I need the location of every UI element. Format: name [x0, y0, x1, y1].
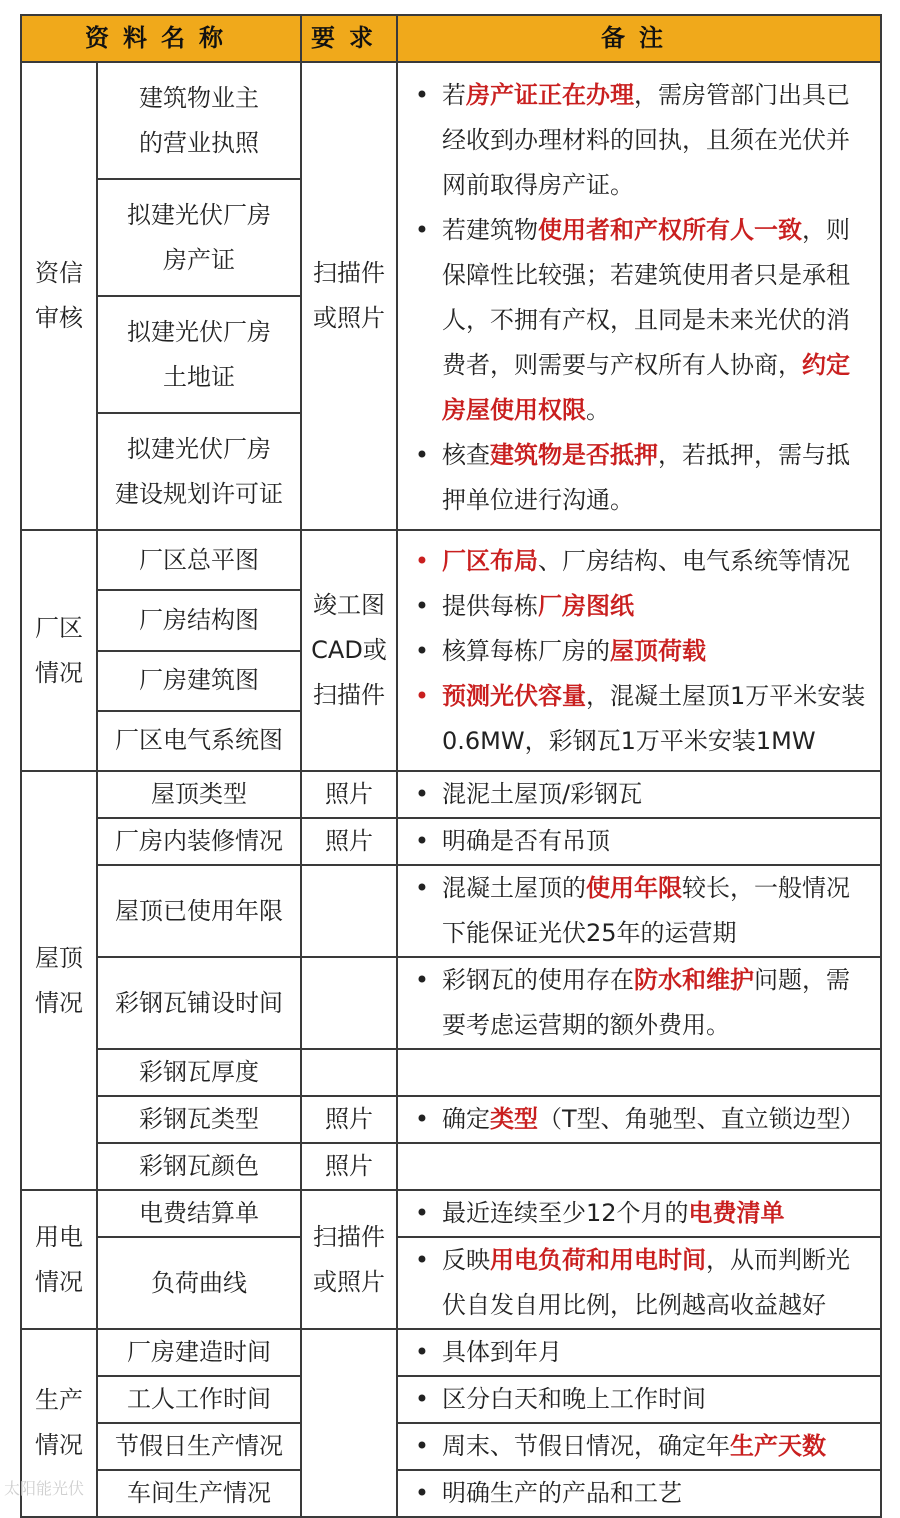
table-row: [21, 1470, 881, 1517]
note-holiday: [397, 1423, 881, 1470]
table-row: [21, 1096, 881, 1143]
note-steel-type: [397, 1096, 881, 1143]
bullet-icon: •: [414, 874, 430, 902]
requirement-cad: [301, 530, 397, 771]
item-line: 拟建光伏厂房: [127, 317, 271, 346]
item-site-plan: 厂区总平图: [97, 530, 301, 590]
bullet-icon: •: [414, 1338, 430, 1366]
item-steel-thickness: 彩钢瓦厚度: [97, 1049, 301, 1096]
note-load-curve: [397, 1237, 881, 1329]
bullet-icon: •: [414, 1385, 430, 1413]
note-steel-laying: [397, 957, 881, 1049]
note-item: [410, 1330, 870, 1375]
item-work-hours: 工人工作时间: [97, 1376, 301, 1423]
requirement-photo: 照片: [301, 1096, 397, 1143]
bullet-icon: •: [414, 441, 430, 469]
item-interior-decoration: 厂房内装修情况: [97, 818, 301, 865]
note-text: （T型、角驰型、直立锁边型）: [538, 1105, 865, 1133]
category-line: 用电: [35, 1222, 83, 1251]
table-row: [21, 1049, 881, 1096]
note-text: ，则保障性比较强；若建筑使用者只是承租人，不拥有产权，且同是未来光伏的消费者，则需要与产权所有人协商，: [442, 216, 850, 379]
category-power: [21, 1190, 97, 1329]
bullet-icon: •: [414, 1246, 430, 1274]
category-line: 情况: [35, 658, 83, 687]
note-item: [410, 819, 870, 864]
note-text: 彩钢瓦的使用存在: [442, 966, 634, 994]
category-line: 屋顶: [35, 943, 83, 972]
note-item: [410, 1471, 870, 1516]
note-work-hours: [397, 1376, 881, 1423]
bullet-icon: •: [414, 547, 430, 575]
note-text: 周末、节假日情况，确定年: [442, 1432, 730, 1460]
bullet-icon: •: [414, 637, 430, 665]
note-item: [410, 208, 870, 433]
table-row: [21, 1329, 881, 1376]
requirement-line: CAD或: [311, 636, 387, 664]
note-text: 问题，需要考虑运营期的额外费用。: [442, 966, 850, 1039]
table-row: [21, 957, 881, 1049]
item-line: 建筑物业主: [139, 83, 259, 112]
note-roof-age: [397, 865, 881, 957]
note-empty: [397, 1049, 881, 1096]
note-item: [410, 1191, 870, 1236]
note-text: 混泥土屋顶/彩钢瓦: [442, 780, 643, 808]
requirement-line: 扫描件: [313, 681, 385, 709]
note-item: [410, 958, 870, 1048]
note-highlight: 屋顶荷载: [610, 637, 706, 665]
item-load-curve: 负荷曲线: [97, 1237, 301, 1329]
note-highlight: 建筑物是否抵押: [490, 441, 658, 469]
table-header-row: [21, 15, 881, 62]
note-highlight: 生产天数: [730, 1432, 826, 1460]
category-roof: [21, 771, 97, 1190]
note-highlight: 厂区布局: [442, 547, 538, 575]
header-remarks: 备注: [397, 15, 881, 62]
bullet-icon: •: [414, 780, 430, 808]
note-item: [410, 629, 870, 674]
requirement-line: 或照片: [313, 304, 385, 332]
table-row: [21, 865, 881, 957]
note-text: 确定: [442, 1105, 490, 1133]
requirement-photo: 照片: [301, 771, 397, 818]
item-property-certificate: [97, 179, 301, 296]
note-item: [410, 1097, 870, 1142]
requirement-empty: [301, 1049, 397, 1096]
note-highlight: 约定房屋使用权限: [442, 351, 850, 424]
item-line: 土地证: [163, 362, 235, 391]
table-row: [21, 530, 881, 590]
item-holiday-production: 节假日生产情况: [97, 1423, 301, 1470]
table-row: [21, 771, 881, 818]
note-text: 区分白天和晚上工作时间: [442, 1385, 706, 1413]
requirements-table-container: [20, 14, 880, 1518]
note-item: [410, 539, 870, 584]
bullet-icon: •: [414, 827, 430, 855]
category-line: 情况: [35, 1267, 83, 1296]
note-item: [410, 433, 870, 523]
bullet-icon: •: [414, 682, 430, 710]
item-line: 拟建光伏厂房: [127, 200, 271, 229]
item-architecture-drawing: 厂房建筑图: [97, 651, 301, 711]
bullet-icon: •: [414, 1105, 430, 1133]
item-electrical-drawing: 厂区电气系统图: [97, 711, 301, 771]
note-text: 提供每栋: [442, 592, 538, 620]
table-row: [21, 1376, 881, 1423]
item-business-license: [97, 62, 301, 179]
table-row: [21, 1190, 881, 1237]
table-row: [21, 1143, 881, 1190]
requirement-photo: 照片: [301, 1143, 397, 1190]
item-steel-color: 彩钢瓦颜色: [97, 1143, 301, 1190]
table-row: [21, 1237, 881, 1329]
note-workshop: [397, 1470, 881, 1517]
requirement-line: 扫描件: [313, 1222, 385, 1251]
table-row: [21, 818, 881, 865]
note-highlight: 预测光伏容量: [442, 682, 586, 710]
requirement-empty: [301, 1329, 397, 1517]
item-structure-drawing: 厂房结构图: [97, 590, 301, 650]
note-interior: [397, 818, 881, 865]
requirement-line: 竣工图: [313, 591, 385, 619]
note-highlight: 防水和维护: [634, 966, 754, 994]
requirement-scan: [301, 62, 397, 530]
header-requirement: 要求: [301, 15, 397, 62]
bullet-icon: •: [414, 592, 430, 620]
note-text: 若建筑物: [442, 216, 538, 244]
note-highlight: 类型: [490, 1105, 538, 1133]
category-line: 情况: [35, 1431, 83, 1459]
note-item: [410, 1377, 870, 1422]
note-highlight: 电费清单: [688, 1199, 785, 1227]
requirement-line: 扫描件: [313, 259, 385, 287]
note-text: 明确是否有吊顶: [442, 827, 610, 855]
note-item: [410, 674, 870, 764]
item-line: 拟建光伏厂房: [127, 434, 271, 463]
item-roof-age: 屋顶已使用年限: [97, 865, 301, 957]
requirement-scan: [301, 1190, 397, 1329]
note-text: 具体到年月: [442, 1338, 562, 1366]
note-highlight: 使用者和产权所有人一致: [538, 216, 802, 244]
note-text: 反映: [442, 1246, 490, 1274]
notes-plant: [397, 530, 881, 771]
note-text: 。: [586, 396, 610, 424]
note-build-time: [397, 1329, 881, 1376]
bullet-icon: •: [414, 966, 430, 994]
category-line: 厂区: [35, 613, 83, 642]
item-line: 房产证: [163, 245, 235, 274]
item-planning-permit: [97, 413, 301, 530]
item-workshop-production: 车间生产情况: [97, 1470, 301, 1517]
category-line: 资信: [35, 259, 83, 287]
note-text: 明确生产的产品和工艺: [442, 1479, 682, 1507]
note-highlight: 厂房图纸: [538, 592, 634, 620]
note-text: ，若抵押，需与抵押单位进行沟通。: [442, 441, 850, 514]
note-text: 、厂房结构、电气系统等情况: [538, 547, 850, 575]
item-build-time: 厂房建造时间: [97, 1329, 301, 1376]
note-item: [410, 73, 870, 208]
note-highlight: 使用年限: [586, 874, 682, 902]
item-line: 的营业执照: [139, 128, 259, 157]
item-line: 建设规划许可证: [115, 479, 283, 508]
note-empty: [397, 1143, 881, 1190]
requirement-photo: 照片: [301, 818, 397, 865]
note-text: 较长，一般情况下能保证光伏25年的运营期: [442, 874, 850, 947]
note-text: ，混凝土屋顶1万平米安装0.6MW，彩钢瓦1万平米安装1MW: [442, 682, 866, 755]
table-row: [21, 1423, 881, 1470]
category-plant: [21, 530, 97, 771]
requirement-empty: [301, 957, 397, 1049]
category-qualification: [21, 62, 97, 530]
note-text: 混凝土屋顶的: [442, 874, 586, 902]
bullet-icon: •: [414, 216, 430, 244]
item-land-certificate: [97, 296, 301, 413]
note-highlight: 房产证正在办理: [466, 81, 634, 109]
item-electricity-bill: 电费结算单: [97, 1190, 301, 1237]
requirement-line: 或照片: [313, 1267, 385, 1296]
note-electricity-bill: [397, 1190, 881, 1237]
requirement-empty: [301, 865, 397, 957]
bullet-icon: •: [414, 1432, 430, 1460]
note-text: ，需房管部门出具已经收到办理材料的回执，且须在光伏并网前取得房产证。: [442, 81, 850, 199]
table-row: [21, 62, 881, 179]
category-line: 审核: [35, 304, 83, 332]
notes-qualification: [397, 62, 881, 530]
note-item: [410, 1424, 870, 1469]
header-material-name: 资料名称: [21, 15, 301, 62]
note-text: 核算每栋厂房的: [442, 637, 610, 665]
note-text: 若: [442, 81, 466, 109]
note-text: 最近连续至少12个月的: [442, 1199, 689, 1227]
watermark: 太阳能光伏: [4, 1479, 85, 1498]
bullet-icon: •: [414, 81, 430, 109]
category-line: 生产: [35, 1386, 83, 1414]
note-text: ，从而判断光伏自发自用比例，比例越高收益越好: [442, 1246, 850, 1319]
bullet-icon: •: [414, 1199, 430, 1227]
note-item: [410, 1238, 870, 1328]
note-roof-type: [397, 771, 881, 818]
note-text: 核查: [442, 441, 490, 469]
category-line: 情况: [35, 988, 83, 1017]
note-item: [410, 584, 870, 629]
bullet-icon: •: [414, 1479, 430, 1507]
note-highlight: 用电负荷和用电时间: [490, 1246, 706, 1274]
note-item: [410, 866, 870, 956]
item-steel-laying-time: 彩钢瓦铺设时间: [97, 957, 301, 1049]
item-roof-type: 屋顶类型: [97, 771, 301, 818]
item-steel-type: 彩钢瓦类型: [97, 1096, 301, 1143]
note-item: [410, 772, 870, 817]
requirements-table: [20, 14, 882, 1518]
